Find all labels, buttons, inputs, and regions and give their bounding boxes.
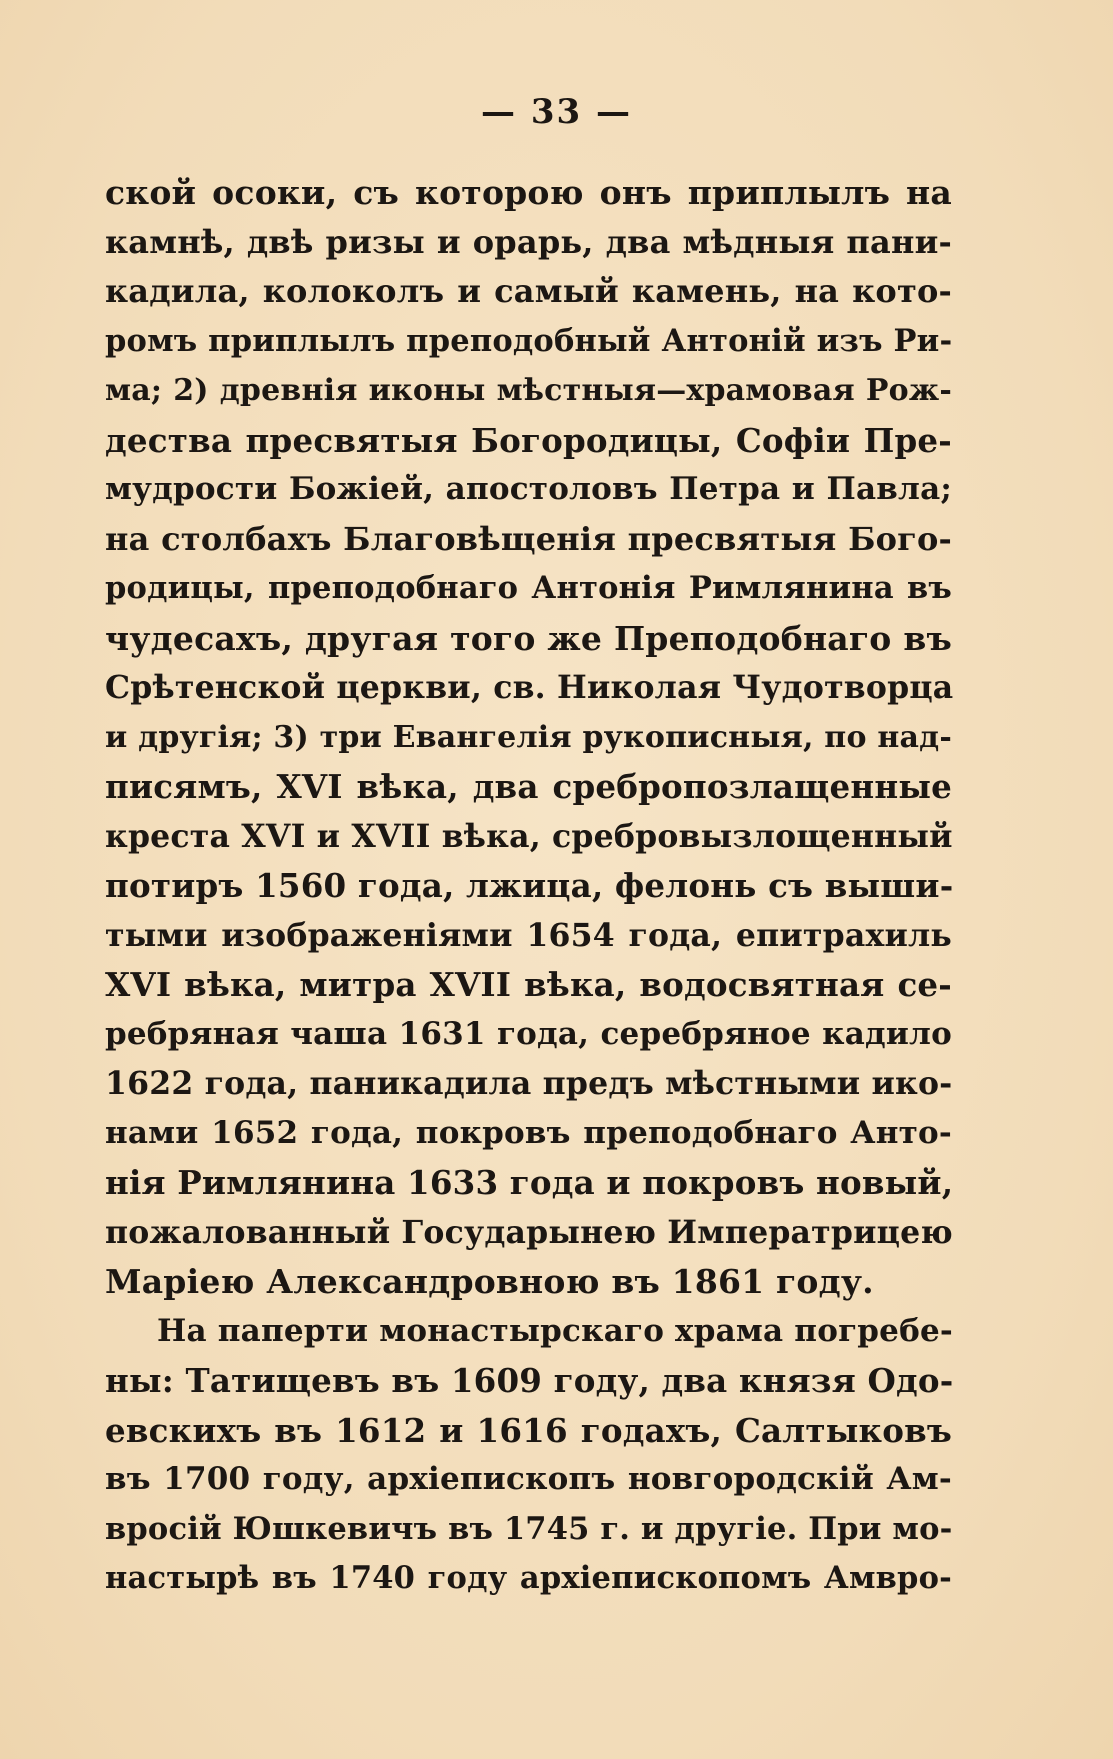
text-line: евскихъ въ 1612 и 1616 годахъ, Салтыковъ [105, 1410, 952, 1450]
text-line: Маріею Александровною въ 1861 году. [105, 1262, 874, 1301]
text-line: настырѣ въ 1740 году архіепископомъ Амвро- [105, 1560, 952, 1596]
text-line: камнѣ, двѣ ризы и орарь, два мѣдныя пани- [105, 222, 952, 261]
text-line: ской осоки, съ которою онъ приплылъ на [105, 173, 952, 212]
text-line: потиръ 1560 года, лжица, фелонь съ выши- [105, 866, 954, 905]
text-line: тыми изображеніями 1654 года, епитрахиль [105, 916, 952, 954]
text-line: родицы, преподобнаго Антонія Римлянина въ [105, 570, 952, 606]
text-line: пожалованный Государынею Императрицею [105, 1213, 953, 1251]
text-line: на столбахъ Благовѣщенія пресвятыя Бого- [105, 519, 952, 558]
text-line: вросій Юшкевичъ въ 1745 г. и другіе. При мо- [105, 1510, 953, 1547]
page-number: — 33 — [481, 92, 632, 132]
text-line: писямъ, XVI вѣка, два сребропозлащенные [105, 767, 952, 806]
text-line: нія Римлянина 1633 года и покровъ новый, [105, 1163, 954, 1202]
text-line: 1622 года, паникадила предъ мѣстными ико- [105, 1065, 953, 1102]
text-line: и другія; 3) три Евангелія рукописныя, по над- [105, 719, 952, 755]
text-line: нами 1652 года, покровъ преподобнаго Анто- [105, 1114, 952, 1151]
text-line: мудрости Божіей, апостоловъ Петра и Павла; [105, 471, 952, 507]
text-line: кадила, колоколъ и самый камень, на кото- [105, 272, 952, 310]
text-line: дества пресвятыя Богородицы, Софіи Пре- [105, 420, 952, 460]
text-line: ребряная чаша 1631 года, серебряное кадило [105, 1015, 952, 1052]
body-text [105, 168, 952, 1604]
text-line: чудесахъ, другая того же Преподобнаго въ [105, 618, 952, 658]
text-line: ны: Татищевъ въ 1609 году, два князя Одо- [105, 1361, 954, 1400]
text-line: ромъ приплылъ преподобный Антоній изъ Ри- [105, 322, 953, 359]
text-line: въ 1700 году, архіепископъ новгородскій Ам- [105, 1461, 952, 1497]
text-line: ма; 2) древнія иконы мѣстныя—храмовая Рож- [105, 373, 952, 408]
paragraph-1 [105, 168, 952, 1307]
paragraph-2 [105, 1307, 952, 1604]
text-line: XVI вѣка, митра XVII вѣка, водосвятная се- [105, 965, 952, 1004]
text-line: креста XVI и XVII вѣка, сребровызлощенный [105, 817, 953, 855]
text-line: Срѣтенской церкви, св. Николая Чудотворца [105, 669, 954, 706]
text-line: На паперти монастырскаго храма погребе- [157, 1312, 953, 1349]
